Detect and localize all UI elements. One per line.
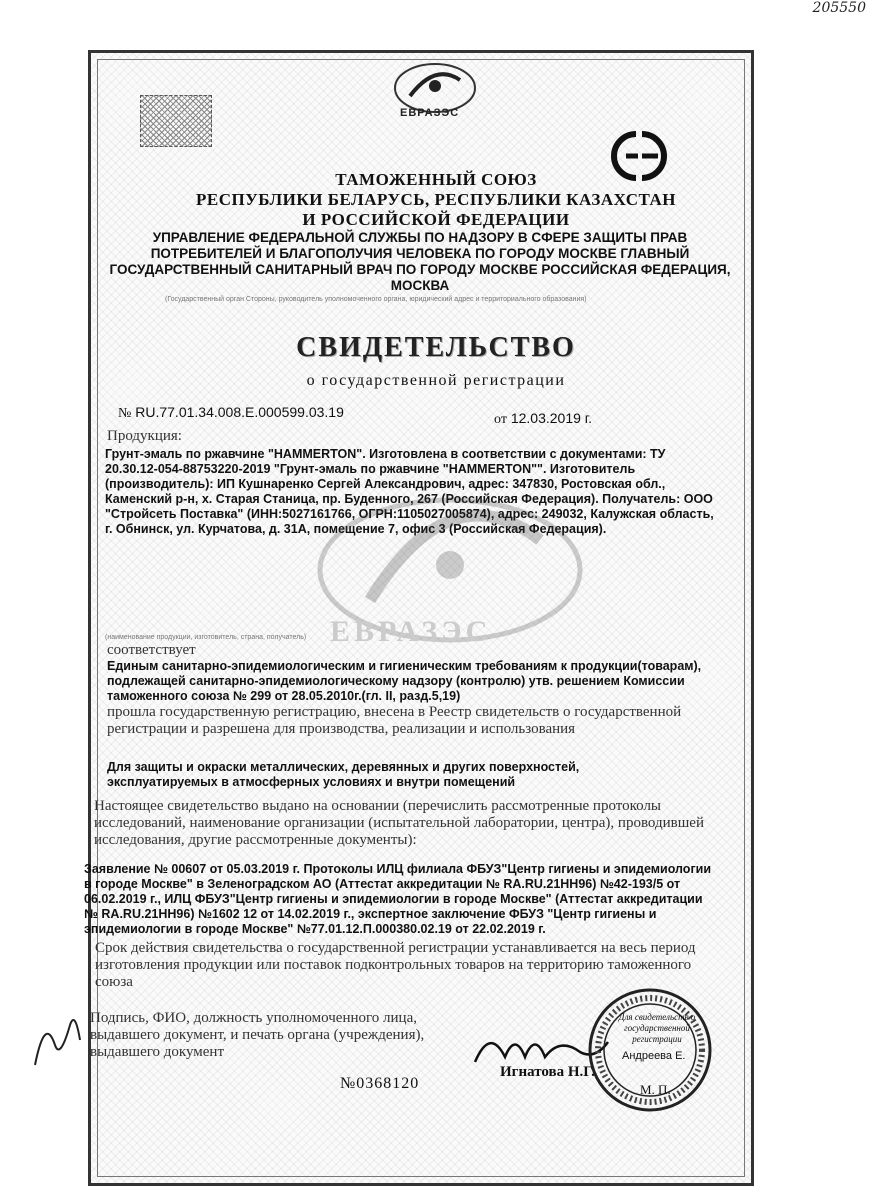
validity-text: Срок действия свидетельства о государственной регистрации устанавливается на весь период изготовления продукции или поставок подконтрольных товаров на территорию таможенного союза bbox=[95, 940, 696, 990]
form-number: №0368120 bbox=[340, 1075, 420, 1092]
date-prefix: от bbox=[494, 412, 507, 427]
registration-label: прошла государственную регистрацию, внесена в Реестр свидетельств о государственной регистрации и разрешена для производства, реализации и использования bbox=[107, 704, 682, 737]
product-label: Продукция: bbox=[107, 428, 182, 444]
number-prefix: № bbox=[118, 406, 132, 421]
logo-label: ЕВРАЗЭС bbox=[400, 107, 460, 119]
stamp-mp: М. П. bbox=[640, 1082, 671, 1097]
signatory-name: Игнатова Н.Г. bbox=[500, 1064, 595, 1080]
header-line-3: И РОССИЙСКОЙ ФЕДЕРАЦИИ bbox=[302, 210, 570, 229]
certificate-date: 12.03.2019 г. bbox=[510, 410, 593, 426]
handwritten-number: 205550 bbox=[812, 0, 866, 16]
issuing-authority: УПРАВЛЕНИЕ ФЕДЕРАЛЬНОЙ СЛУЖБЫ ПО НАДЗОРУ В СФЕРЕ ЗАЩИТЫ ПРАВ ПОТРЕБИТЕЛЕЙ И БЛАГОПОЛУЧИЯ ЧЕЛОВЕКА ПО ГОРОДУ МОСКВЕ ГЛАВНЫЙ ГОСУДАРСТВЕННЫЙ САНИТАРНЫЙ ВРАЧ ПО ГОРОДУ МОСКВЕ РОССИЙСКАЯ ФЕДЕРАЦИЯ, МОСКВА bbox=[109, 230, 731, 293]
crosshatch-emblem bbox=[140, 95, 212, 147]
stamp-name: Андреева Е. bbox=[622, 1050, 686, 1062]
compliance-label: соответствует bbox=[107, 642, 196, 658]
product-text: Грунт-эмаль по ржавчине "HAMMERTON". Изготовлена в соответствии с документами: ТУ 20.30.12-054-88753220-2019 "Грунт-эмаль по ржавчине "HAMMERTON"". Изготовитель (производитель): ИП Кушнаренко Сергей Александрович, адрес: 347830, Ростовская обл., Каменский р-н, х. Старая Станица, пр. Буденного, 267 (Российская Федерация). Получатель: ООО "Стройсеть Поставка" (ИНН:5027161766, ОГРН:1105027005874), адрес: 249032, Калужская область, г. Обнинск, ул. Курчатова, д. 31А, помещение 7, офис 3 (Российская Федерация). bbox=[105, 447, 714, 536]
signature-label: Подпись, ФИО, должность уполномоченного лица, выдавшего документ, и печать органа (учреждения), выдавшего документ bbox=[90, 1010, 425, 1060]
basis-label: Настоящее свидетельство выдано на основании (перечислить рассмотренные протоколы исследований, наименование организации (испытательной лаборатории, центра), проводившей исследования, другие рассмотренные документы): bbox=[94, 798, 704, 848]
stamp-note: Для свидетельств о государственной регистрации bbox=[618, 1012, 696, 1044]
compliance-text: Единым санитарно-эпидемиологическим и гигиеническим требованиям к продукции(товарам), подлежащей санитарно-эпидемиологическому надзору (контролю) утв. решением Комиссии таможенного союза № 299 от 28.05.2010г.(гл. II, разд.5,19) bbox=[107, 659, 702, 703]
header-line-1: ТАМОЖЕННЫЙ СОЮЗ bbox=[335, 170, 537, 189]
header-line-2: РЕСПУБЛИКИ БЕЛАРУСЬ, РЕСПУБЛИКИ КАЗАХСТАН bbox=[196, 190, 676, 209]
handwritten-initials bbox=[30, 1005, 85, 1075]
basis-text: Заявление № 00607 от 05.03.2019 г. Протоколы ИЛЦ филиала ФБУЗ"Центр гигиены и эпидемиологии в городе Москве" в Зеленоградском АО (Аттестат аккредитации № RA.RU.21НН96) №42-193/5 от 06.02.2019 г., ИЛЦ ФБУЗ"Центр гигиены и эпидемиологии в городе Москве" (Аттестат аккредитации № RA.RU.21НН96) №1602 12 от 14.02.2019 г., экспертное заключение ФБУЗ "Центр гигиены и эпидемиологии в городе Москве" №77.01.12.П.000380.02.19 от 22.02.2019 г. bbox=[84, 862, 712, 936]
authority-hint: (Государственный орган Стороны, руководитель уполномоченного органа, юридический адрес и территориального образования) bbox=[165, 296, 587, 303]
product-hint: (наименование продукции, изготовитель, страна, получатель) bbox=[105, 634, 307, 641]
registration-text: Для защиты и окраски металлических, деревянных и других поверхностей, эксплуатируемых в атмосферных условиях и внутри помещений bbox=[107, 760, 580, 789]
document-subtitle: о государственной регистрации bbox=[306, 372, 566, 389]
certificate-number: RU.77.01.34.008.Е.000599.03.19 bbox=[135, 404, 344, 420]
watermark-label: ЕВРАЗЭС bbox=[330, 615, 492, 648]
document-title: СВИДЕТЕЛЬСТВО bbox=[296, 332, 576, 363]
